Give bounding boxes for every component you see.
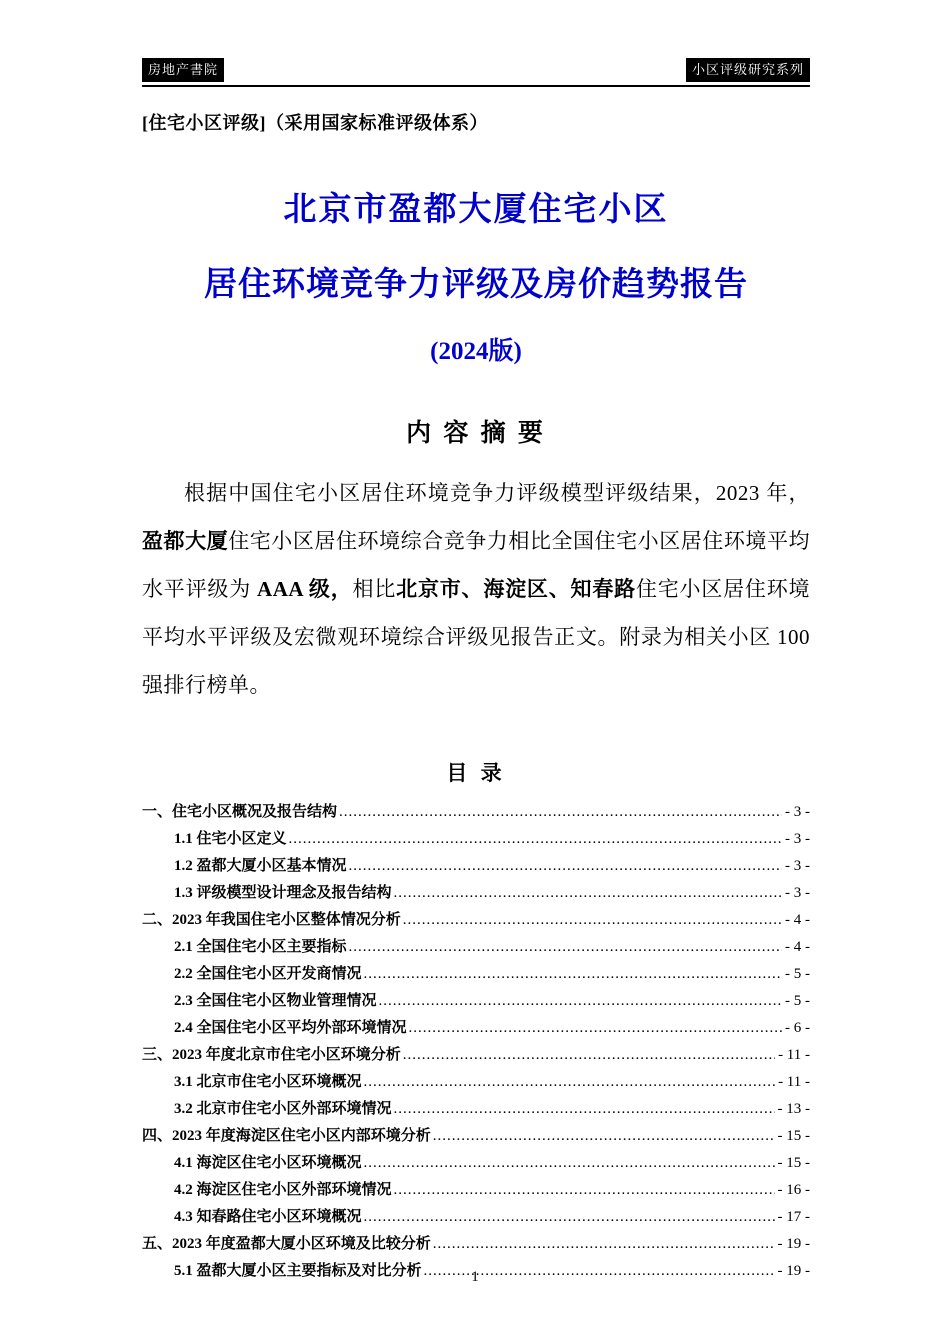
toc-dot-leader — [364, 961, 782, 988]
toc-entry[interactable] — [142, 1204, 810, 1231]
toc-page-number: - 16 - — [777, 1182, 810, 1198]
report-title-line2: 居住环境竞争力评级及房价趋势报告 — [204, 267, 748, 303]
header-right-badge: 小区评级研究系列 — [686, 58, 810, 82]
toc-dot-leader — [394, 1096, 775, 1123]
toc-entry[interactable] — [142, 826, 810, 853]
title-block — [142, 183, 810, 367]
toc-entry[interactable] — [142, 799, 810, 826]
summary-text-part: 住宅小区居住环境平均水平评级及宏微观环境综合评级见报告正文。附录为相关小区 100 强排行榜单。 — [142, 577, 811, 697]
toc-entry-label[interactable]: 1.2 盈都大厦小区基本情况 — [174, 858, 347, 874]
toc-page-number: - 4 - — [785, 912, 810, 928]
header-left-badge: 房地产書院 — [142, 58, 224, 82]
toc-entry[interactable] — [142, 988, 810, 1015]
toc-dot-leader — [349, 853, 782, 880]
toc-entry-label[interactable]: 二、2023 年我国住宅小区整体情况分析 — [142, 912, 401, 928]
toc-entry[interactable] — [142, 1177, 810, 1204]
toc-entry[interactable] — [142, 853, 810, 880]
toc-entry-label[interactable]: 4.2 海淀区住宅小区外部环境情况 — [174, 1182, 392, 1198]
toc-dot-leader — [433, 1123, 775, 1150]
toc-entry[interactable] — [142, 880, 810, 907]
toc-entry-label[interactable]: 四、2023 年度海淀区住宅小区内部环境分析 — [142, 1128, 431, 1144]
toc-dot-leader — [349, 934, 782, 961]
toc-entry[interactable] — [142, 1231, 810, 1258]
toc-entry-label[interactable]: 5.1 盈都大厦小区主要指标及对比分析 — [174, 1263, 422, 1279]
report-title-line1: 北京市盈都大厦住宅小区 — [283, 192, 669, 228]
toc-dot-leader — [364, 1069, 776, 1096]
toc-page-number: - 5 - — [785, 993, 810, 1009]
toc-entry[interactable] — [142, 1150, 810, 1177]
page-header — [142, 58, 810, 82]
toc-page-number: - 11 - — [778, 1047, 810, 1063]
summary-text-part: AAA 级， — [257, 577, 353, 601]
toc-entry[interactable] — [142, 961, 810, 988]
toc-dot-leader — [289, 826, 782, 853]
toc-entry-label[interactable]: 1.3 评级模型设计理念及报告结构 — [174, 885, 392, 901]
toc-page-number: - 13 - — [777, 1101, 810, 1117]
toc-entry[interactable] — [142, 1015, 810, 1042]
toc-entry-label[interactable]: 2.1 全国住宅小区主要指标 — [174, 939, 347, 955]
toc-dot-leader — [394, 880, 782, 907]
toc-entry-label[interactable]: 3.1 北京市住宅小区环境概况 — [174, 1074, 362, 1090]
toc-entry-label[interactable]: 2.2 全国住宅小区开发商情况 — [174, 966, 362, 982]
summary-text-part: 盈都大厦 — [142, 529, 229, 553]
header-divider — [142, 85, 810, 87]
toc-dot-leader — [364, 1150, 775, 1177]
toc-entry-label[interactable]: 2.4 全国住宅小区平均外部环境情况 — [174, 1020, 407, 1036]
toc-entry[interactable] — [142, 934, 810, 961]
toc-list — [142, 799, 810, 1285]
toc-entry[interactable] — [142, 907, 810, 934]
toc-entry-label[interactable]: 4.1 海淀区住宅小区环境概况 — [174, 1155, 362, 1171]
toc-page-number: - 3 - — [785, 831, 810, 847]
toc-page-number: - 15 - — [777, 1155, 810, 1171]
toc-page-number: - 3 - — [785, 885, 810, 901]
toc-page-number: - 3 - — [785, 804, 810, 820]
toc-page-number: - 11 - — [778, 1074, 810, 1090]
toc-entry-label[interactable]: 4.3 知春路住宅小区环境概况 — [174, 1209, 362, 1225]
toc-entry-label[interactable]: 1.1 住宅小区定义 — [174, 831, 287, 847]
toc-dot-leader — [403, 1042, 775, 1069]
toc-entry-label[interactable]: 3.2 北京市住宅小区外部环境情况 — [174, 1101, 392, 1117]
footer-page-number: 1 — [471, 1269, 479, 1285]
toc-entry-label[interactable]: 一、住宅小区概况及报告结构 — [142, 804, 338, 820]
toc-page-number: - 19 - — [777, 1263, 810, 1279]
toc-entry[interactable] — [142, 1042, 810, 1069]
toc-entry-label[interactable]: 2.3 全国住宅小区物业管理情况 — [174, 993, 377, 1009]
summary-text-part: 相比 — [352, 577, 397, 601]
toc-entry[interactable] — [142, 1096, 810, 1123]
toc-dot-leader — [403, 907, 782, 934]
toc-heading: 目 录 — [446, 761, 506, 785]
toc-page-number: - 3 - — [785, 858, 810, 874]
report-title-edition: (2024版) — [430, 338, 522, 365]
summary-paragraph — [142, 469, 810, 709]
summary-heading: 内 容 摘 要 — [406, 420, 546, 447]
toc-entry-label[interactable]: 五、2023 年度盈都大厦小区环境及比较分析 — [142, 1236, 431, 1252]
summary-text-part: 住宅小区居住环境综合竞争力相比全国住宅小区居住环境平均水平评级为 — [142, 529, 811, 601]
toc-entry[interactable] — [142, 1123, 810, 1150]
toc-entry-label[interactable]: 三、2023 年度北京市住宅小区环境分析 — [142, 1047, 401, 1063]
toc-page-number: - 17 - — [777, 1209, 810, 1225]
toc-page-number: - 5 - — [785, 966, 810, 982]
toc-dot-leader — [409, 1015, 782, 1042]
toc-dot-leader — [394, 1177, 775, 1204]
toc-dot-leader — [364, 1204, 775, 1231]
toc-dot-leader — [433, 1231, 775, 1258]
toc-dot-leader — [339, 799, 782, 826]
rating-system-line: [住宅小区评级]（采用国家标准评级体系） — [142, 113, 488, 133]
summary-text-part: 北京市、海淀区、知春路 — [396, 577, 636, 601]
toc-page-number: - 15 - — [777, 1128, 810, 1144]
toc-entry[interactable] — [142, 1069, 810, 1096]
toc-dot-leader — [379, 988, 782, 1015]
toc-page-number: - 6 - — [785, 1020, 810, 1036]
toc-page-number: - 4 - — [785, 939, 810, 955]
toc-page-number: - 19 - — [777, 1236, 810, 1252]
summary-text-part: 根据中国住宅小区居住环境竞争力评级模型评级结果，2023 年， — [184, 481, 810, 505]
